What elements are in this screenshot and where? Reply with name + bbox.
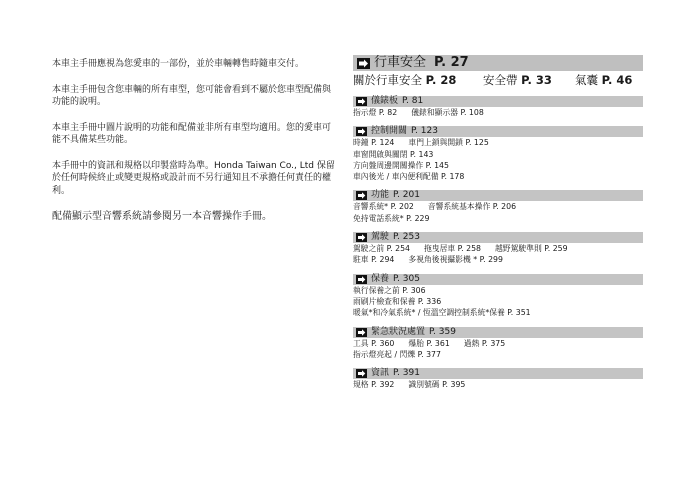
- toc-link[interactable]: 音響系統基本操作 P. 206: [427, 202, 517, 212]
- audio-manual-note: 配備顯示型音響系統請參閱另一本音響操作手冊。: [52, 211, 272, 222]
- toc-line: [353, 254, 643, 265]
- toc-link[interactable]: 音響系統* P. 202: [353, 202, 414, 212]
- toc-main-header[interactable]: [353, 55, 643, 71]
- intro-paragraph: 本車主手冊包含您車輛的所有車型，您可能會看到不屬於您車型配備與功能的說明。: [52, 84, 332, 107]
- arrow-right-icon: [356, 233, 367, 242]
- toc-link[interactable]: 拖曳居車 P. 258: [424, 244, 481, 254]
- intro-paragraph: 本手冊中的資訊和規格以印製當時為準。Honda Taiwan Co., Ltd 保留於任何時候終止或變更規格或設計而不另行通知且不承擔任何責任的權利。: [52, 160, 335, 196]
- toc-section-title: 保養: [371, 273, 390, 284]
- toc-link[interactable]: 雨刷片檢查和保養 P. 336: [353, 296, 442, 306]
- toc-link[interactable]: 規格 P. 392: [353, 380, 395, 390]
- toc-section-title: 緊急狀況處置: [371, 326, 426, 337]
- toc-line: [353, 243, 643, 254]
- toc-section-page: P. 253: [393, 232, 420, 243]
- toc-main-title: 行車安全: [374, 55, 427, 70]
- toc-link[interactable]: 方向盤周邊開關操作 P. 145: [353, 160, 449, 170]
- toc-link[interactable]: 多視角後視攝影機 * P. 299: [408, 255, 503, 265]
- toc-section-header[interactable]: [353, 368, 643, 379]
- toc-link[interactable]: 安全帶 P. 33: [483, 73, 552, 87]
- arrow-right-icon: [356, 369, 367, 378]
- toc-link[interactable]: 工具 P. 360: [353, 338, 395, 348]
- table-of-contents: [353, 55, 643, 390]
- toc-main-links: [353, 73, 643, 88]
- toc-line: [353, 285, 643, 296]
- toc-section-title: 功能: [371, 190, 390, 201]
- toc-line: [353, 160, 643, 171]
- toc-section: [353, 96, 643, 118]
- toc-link[interactable]: 車窗開啟與關閉 P. 143: [353, 149, 434, 159]
- toc-line: [353, 349, 643, 360]
- toc-section-page: P. 391: [393, 368, 420, 379]
- toc-line: [353, 338, 643, 349]
- toc-section-header[interactable]: [353, 274, 643, 285]
- toc-main-page: P. 27: [434, 55, 469, 70]
- toc-sections: [353, 96, 643, 390]
- intro-paragraph: 本車主手冊應視為您愛車的一部份，並於車輛轉售時隨車交付。: [52, 59, 305, 69]
- toc-link[interactable]: 爆胎 P. 361: [408, 338, 450, 348]
- toc-section-page: P. 201: [393, 190, 420, 201]
- toc-section-header[interactable]: [353, 232, 643, 243]
- toc-line: [353, 171, 643, 182]
- toc-link[interactable]: 指示燈 P. 82: [353, 108, 398, 117]
- toc-section-title: 資訊: [371, 368, 390, 379]
- toc-section: [353, 368, 643, 390]
- toc-link[interactable]: 免持電話系統* P. 229: [353, 213, 430, 223]
- toc-section-header[interactable]: [353, 126, 643, 137]
- toc-link[interactable]: 駐車 P. 294: [353, 255, 395, 265]
- arrow-right-icon: [356, 328, 367, 337]
- toc-section: [353, 126, 643, 182]
- toc-line: [353, 296, 643, 307]
- toc-section: [353, 327, 643, 361]
- toc-link[interactable]: 儀錶和顯示器 P. 108: [411, 108, 484, 117]
- intro-paragraph: 本車主手冊中圖片說明的功能和配備並非所有車型均適用。您的愛車可能不具備某些功能。: [52, 122, 332, 145]
- toc-link[interactable]: 車內後光 / 車內便利配備 P. 178: [353, 172, 465, 182]
- toc-link[interactable]: 車門上鎖與開鎖 P. 125: [408, 138, 489, 148]
- toc-link[interactable]: 時鐘 P. 124: [353, 138, 395, 148]
- toc-link[interactable]: 指示燈亮起 / 閃爍 P. 377: [353, 349, 441, 359]
- toc-section-header[interactable]: [353, 96, 643, 107]
- toc-section-page: P. 359: [429, 326, 456, 337]
- toc-line: [353, 213, 643, 224]
- toc-section-title: 駕駛: [371, 232, 390, 243]
- toc-section-page: P. 123: [411, 126, 438, 137]
- toc-line: [353, 137, 643, 148]
- toc-line: [353, 307, 643, 318]
- intro-column: [52, 58, 337, 236]
- arrow-right-icon: [356, 191, 367, 200]
- toc-section-title: 儀錶板: [371, 96, 399, 106]
- toc-section-page: P. 81: [402, 96, 424, 106]
- toc-section: [353, 232, 643, 266]
- toc-section: [353, 274, 643, 319]
- toc-section-title: 控制開關: [371, 126, 408, 137]
- toc-link[interactable]: 駕駛之前 P. 254: [353, 244, 410, 254]
- toc-link[interactable]: 氣囊 P. 46: [575, 73, 633, 87]
- toc-line: [353, 149, 643, 160]
- toc-section: [353, 190, 643, 224]
- toc-link[interactable]: 暖氣*和冷氣系統* / 恆溫空調控制系統*保養 P. 351: [353, 308, 531, 318]
- toc-section-page: P. 305: [393, 273, 420, 284]
- arrow-right-icon: [357, 58, 370, 69]
- toc-link[interactable]: 執行保養之前 P. 306: [353, 285, 426, 295]
- toc-link[interactable]: 關於行車安全 P. 28: [353, 73, 457, 87]
- toc-line: [353, 379, 643, 390]
- toc-link[interactable]: 過熱 P. 375: [463, 338, 506, 348]
- toc-link[interactable]: 識別號碼 P. 395: [408, 380, 466, 390]
- toc-section-header[interactable]: [353, 190, 643, 201]
- arrow-right-icon: [356, 97, 367, 106]
- arrow-right-icon: [356, 127, 367, 136]
- toc-section-header[interactable]: [353, 327, 643, 338]
- toc-link[interactable]: 越野駕駛準則 P. 259: [495, 244, 568, 254]
- toc-line: [353, 201, 643, 212]
- arrow-right-icon: [356, 275, 367, 284]
- toc-line: [353, 107, 643, 118]
